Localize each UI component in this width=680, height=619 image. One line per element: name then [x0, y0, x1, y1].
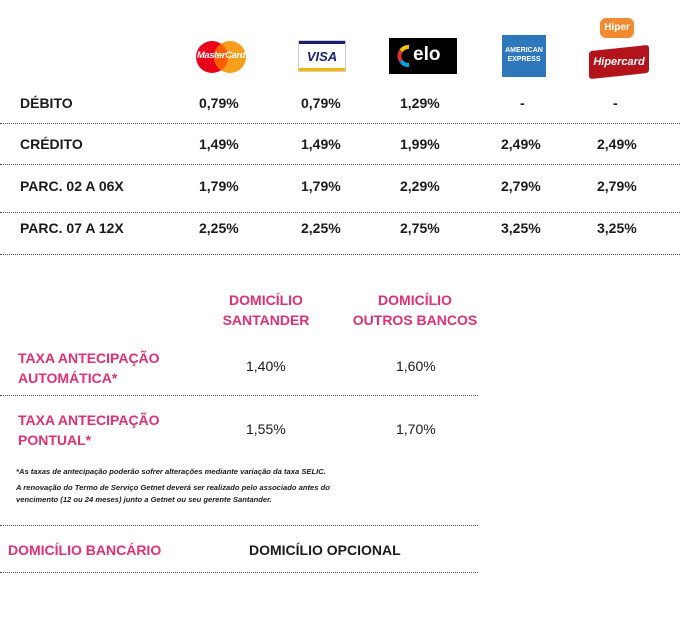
rate-cell: 1,49%: [301, 136, 341, 152]
domicile-label: DOMICÍLIO BANCÁRIO: [8, 542, 162, 558]
footnote-renewal-line1: A renovação do Termo de Serviço Getnet deverá ser realizado pelo associado antes do: [16, 483, 330, 492]
section-divider: [0, 525, 478, 526]
anticipation-cell: 1,60%: [396, 358, 436, 374]
row-label-automatica-line2: AUTOMÁTICA*: [18, 370, 118, 386]
row-divider: [0, 164, 680, 165]
mastercard-logo: [194, 40, 248, 74]
col-header-outros-line1: DOMICÍLIO: [378, 292, 452, 308]
rate-cell: 2,29%: [400, 178, 440, 194]
rate-cell: 2,25%: [199, 220, 239, 236]
rate-cell: 1,99%: [400, 136, 440, 152]
row-divider: [0, 254, 680, 255]
rate-cell: 1,29%: [400, 95, 440, 111]
rate-cell: 1,79%: [199, 178, 239, 194]
hipercard-logo: [586, 18, 650, 78]
mastercard-logo-text: MasterCard: [196, 50, 246, 61]
elo-logo-text: elo: [413, 44, 441, 65]
rate-cell: 2,79%: [597, 178, 637, 194]
amex-logo-text-line1: AMERICAN: [505, 47, 543, 54]
col-header-outros-line2: OUTROS BANCOS: [352, 312, 478, 328]
rate-cell: 0,79%: [301, 95, 341, 111]
row-label-credito: CRÉDITO: [20, 136, 83, 152]
footnote-selic: *As taxas de antecipação poderão sofrer alterações mediante variação da taxa SELIC.: [16, 467, 326, 476]
domicile-value: DOMICÍLIO OPCIONAL: [249, 542, 401, 558]
rate-cell: 2,49%: [501, 136, 541, 152]
row-divider: [0, 123, 680, 124]
rate-cell: 3,25%: [501, 220, 541, 236]
elo-logo: [389, 38, 457, 74]
visa-logo: [298, 40, 346, 72]
anticipation-cell: 1,40%: [246, 358, 286, 374]
rate-cell: 3,25%: [597, 220, 637, 236]
rate-cell: 2,49%: [597, 136, 637, 152]
rate-cell: 0,79%: [199, 95, 239, 111]
row-label-automatica-line1: TAXA ANTECIPAÇÃO: [18, 350, 160, 366]
col-header-santander-line1: DOMICÍLIO: [229, 292, 303, 308]
rate-cell: 2,25%: [301, 220, 341, 236]
rate-cell: 2,75%: [400, 220, 440, 236]
anticipation-cell: 1,70%: [396, 421, 436, 437]
hipercard-logo-text: Hipercard: [593, 56, 645, 68]
rate-cell: 1,79%: [301, 178, 341, 194]
row-label-parc-07-12: PARC. 07 A 12X: [20, 220, 124, 236]
footnote-renewal-line2: vencimento (12 ou 24 meses) junto a Getnet ou seu gerente Santander.: [16, 495, 272, 504]
amex-logo-text-line2: EXPRESS: [507, 56, 541, 63]
anticipation-cell: 1,55%: [246, 421, 286, 437]
rate-cell: -: [613, 95, 618, 111]
visa-logo-text: VISA: [306, 49, 338, 64]
row-label-parc-02-06: PARC. 02 A 06X: [20, 178, 124, 194]
rate-cell: 1,49%: [199, 136, 239, 152]
rate-cell: 2,79%: [501, 178, 541, 194]
amex-logo: [502, 35, 546, 77]
col-header-santander-line2: SANTANDER: [222, 312, 310, 328]
rate-cell: -: [520, 95, 525, 111]
hiper-tag-text: Hiper: [604, 22, 630, 33]
section-divider: [0, 572, 478, 573]
row-divider: [0, 395, 478, 396]
row-label-pontual-line1: TAXA ANTECIPAÇÃO: [18, 412, 160, 428]
row-label-pontual-line2: PONTUAL*: [18, 432, 92, 448]
row-divider: [0, 212, 680, 213]
row-label-debito: DÉBITO: [20, 95, 73, 111]
